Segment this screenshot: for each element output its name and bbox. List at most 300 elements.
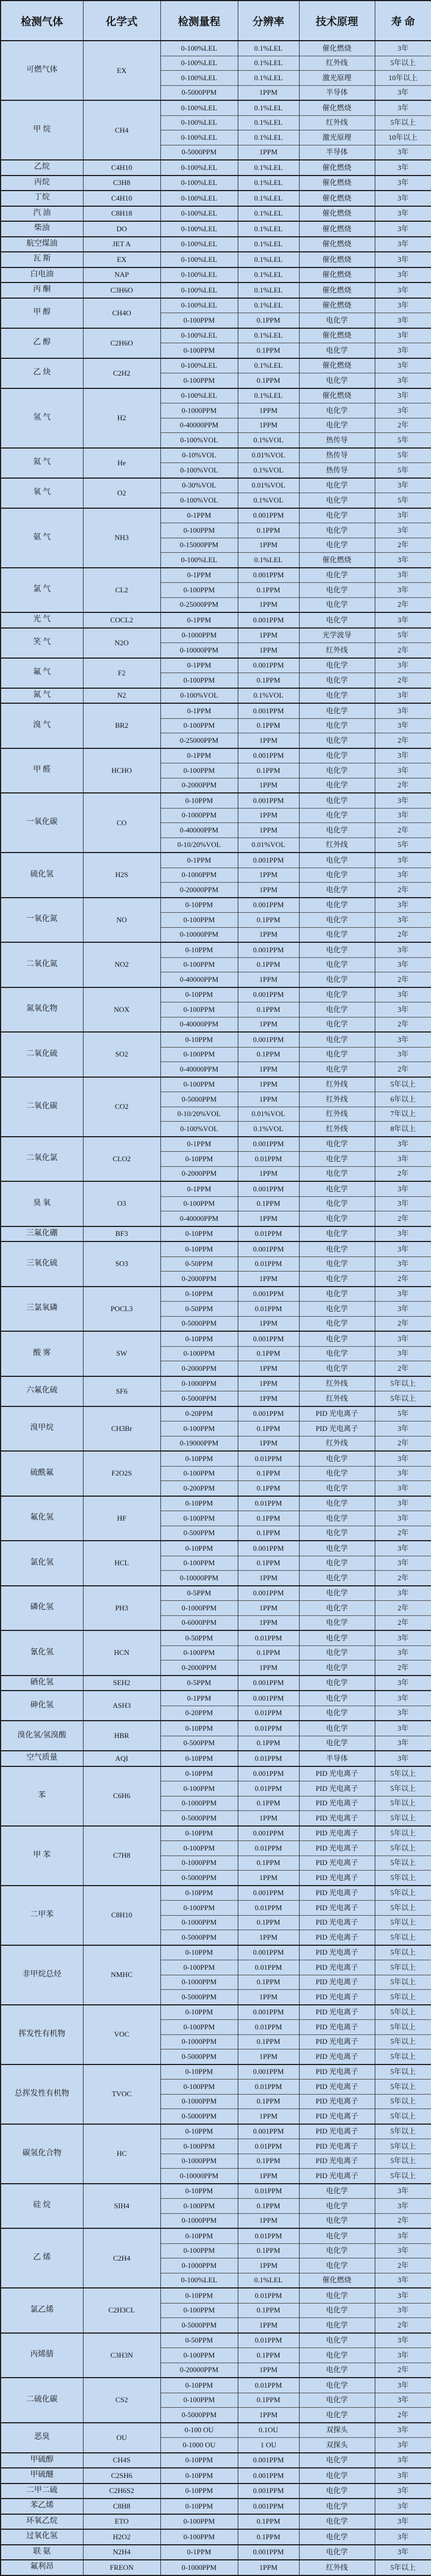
range-cell: 0-100%LEL [160, 283, 238, 298]
lifespan-cell: 2年 [375, 1361, 431, 1376]
resolution-cell: 0.1%VOL [238, 433, 299, 448]
gas-name-cell: 六氟化硫 [1, 1376, 83, 1406]
formula-cell: N2H4 [83, 2545, 160, 2560]
principle-cell: 电化学 [299, 2318, 375, 2333]
principle-cell: 红外线 [299, 1122, 375, 1137]
table-row [1, 1766, 431, 1781]
range-cell: 0-100%VOL [160, 463, 238, 478]
resolution-cell: 1PPM [238, 883, 299, 898]
range-cell: 0-100PPM [160, 2514, 238, 2530]
gas-name-cell: 一氧化碳 [1, 793, 83, 853]
lifespan-cell: 2年 [375, 1601, 431, 1616]
principle-cell: PID 光电离子 [299, 1406, 375, 1421]
lifespan-cell: 3年 [375, 1032, 431, 1047]
resolution-cell: 1PPM [238, 1615, 299, 1630]
lifespan-cell: 2年 [375, 1436, 431, 1451]
principle-cell: 双探头 [299, 2438, 375, 2453]
lifespan-cell: 5年以上 [375, 2154, 431, 2169]
principle-cell: 电化学 [299, 972, 375, 987]
principle-cell: 电化学 [299, 538, 375, 553]
lifespan-cell: 3年 [375, 283, 431, 298]
range-cell: 0-10PPM [160, 1226, 238, 1242]
table-row [1, 658, 431, 673]
resolution-cell: 0.1PPM [238, 1047, 299, 1062]
principle-cell: 电化学 [299, 2468, 375, 2484]
formula-cell: SF6 [83, 1376, 160, 1406]
gas-name-cell: 砷化氢 [1, 1691, 83, 1721]
lifespan-cell: 2年 [375, 927, 431, 942]
table-row [1, 328, 431, 343]
lifespan-cell: 3年 [375, 160, 431, 176]
range-cell: 0-10PPM [160, 1451, 238, 1466]
resolution-cell: 0.1%LEL [238, 2273, 299, 2288]
table-row [1, 2468, 431, 2484]
range-cell: 0-1000PPM [160, 1376, 238, 1391]
range-cell: 0-100%LEL [160, 298, 238, 313]
lifespan-cell: 5年以上 [375, 1856, 431, 1871]
resolution-cell: 0.001PPM [238, 1241, 299, 1257]
lifespan-cell: 2年 [375, 1272, 431, 1287]
table-row [1, 1032, 431, 1047]
table-row [1, 942, 431, 957]
lifespan-cell: 2年 [375, 823, 431, 838]
resolution-cell: 1PPM [238, 1166, 299, 1181]
lifespan-cell: 3年 [375, 2199, 431, 2214]
lifespan-cell: 3年 [375, 508, 431, 523]
formula-cell: C4H10 [83, 191, 160, 206]
table-row [1, 568, 431, 583]
lifespan-cell: 2年 [375, 883, 431, 898]
lifespan-cell: 5年以上 [375, 2080, 431, 2095]
resolution-cell: 1PPM [238, 2109, 299, 2124]
range-cell: 0-100%LEL [160, 553, 238, 568]
range-cell: 0-5000PPM [160, 1316, 238, 1331]
table-row [1, 1137, 431, 1152]
formula-cell: HC [83, 2124, 160, 2184]
table-row [1, 508, 431, 523]
range-cell: 0-100PPM [160, 957, 238, 972]
lifespan-cell: 3年 [375, 1466, 431, 1481]
range-cell: 0-1000PPM [160, 2094, 238, 2109]
range-cell: 0-6000PPM [160, 1615, 238, 1630]
principle-cell: 热传导 [299, 433, 375, 448]
resolution-cell: 0.001PPM [238, 2453, 299, 2468]
resolution-cell: 0.1PPM [238, 1915, 299, 1930]
principle-cell: PID 光电离子 [299, 1811, 375, 1826]
principle-cell: 电化学 [299, 913, 375, 928]
principle-cell: PID 光电离子 [299, 2094, 375, 2109]
principle-cell: 电化学 [299, 2393, 375, 2408]
resolution-cell: 1PPM [238, 823, 299, 838]
principle-cell: 电化学 [299, 313, 375, 328]
principle-cell: 半导体 [299, 85, 375, 100]
resolution-cell: 1PPM [238, 1077, 299, 1092]
range-cell: 0-40000PPM [160, 418, 238, 433]
principle-cell: 电化学 [299, 2363, 375, 2378]
range-cell: 0-2000PPM [160, 1660, 238, 1676]
lifespan-cell: 3年 [375, 2484, 431, 2499]
resolution-cell: 0.1PPM [238, 1856, 299, 1871]
table-row [1, 1226, 431, 1242]
range-cell: 0-5000PPM [160, 1391, 238, 1406]
gas-name-cell: 氨 气 [1, 508, 83, 568]
resolution-cell: 0.01PPM [238, 1302, 299, 1317]
lifespan-cell: 5年以上 [375, 1811, 431, 1826]
lifespan-cell: 5年以上 [375, 1871, 431, 1886]
range-cell: 0-100PPM [160, 763, 238, 778]
lifespan-cell: 8年以上 [375, 1122, 431, 1137]
principle-cell: PID 光电离子 [299, 2109, 375, 2124]
gas-name-cell: 光 气 [1, 612, 83, 628]
principle-cell: 电化学 [299, 1017, 375, 1032]
gas-name-cell: 氯乙烯 [1, 2288, 83, 2333]
lifespan-cell: 2年 [375, 418, 431, 433]
formula-cell: C2H3CL [83, 2288, 160, 2333]
principle-cell: 电化学 [299, 1571, 375, 1586]
lifespan-cell: 5年 [375, 628, 431, 643]
principle-cell: 电化学 [299, 868, 375, 883]
range-cell: 0-100PPM [160, 1047, 238, 1062]
formula-cell: HCN [83, 1630, 160, 1676]
resolution-cell: 0.001PPM [238, 1586, 299, 1601]
resolution-cell: 0.01PPM [238, 1496, 299, 1511]
range-cell: 0-1PPM [160, 1181, 238, 1196]
range-cell: 0-100%LEL [160, 115, 238, 130]
principle-cell: 催化燃烧 [299, 191, 375, 206]
resolution-cell: 0.1%LEL [238, 160, 299, 176]
table-row [1, 987, 431, 1002]
resolution-cell: 1PPM [238, 2363, 299, 2378]
formula-cell: HCL [83, 1541, 160, 1586]
range-cell: 0-10PPM [160, 1241, 238, 1257]
principle-cell: 电化学 [299, 778, 375, 793]
header-row [1, 1, 431, 41]
range-cell: 0-40000PPM [160, 1211, 238, 1226]
table-row [1, 2333, 431, 2348]
principle-cell: 电化学 [299, 1601, 375, 1616]
gas-name-cell: 苯 [1, 1766, 83, 1826]
formula-cell: C3H8 [83, 176, 160, 191]
lifespan-cell: 10年以上 [375, 71, 431, 86]
principle-cell: PID 光电离子 [299, 1901, 375, 1916]
gas-name-cell: 三氟化硼 [1, 1226, 83, 1242]
range-cell: 0-100PPM [160, 1960, 238, 1975]
lifespan-cell: 5年以上 [375, 1077, 431, 1092]
table-row [1, 2005, 431, 2020]
principle-cell: 电化学 [299, 1451, 375, 1466]
lifespan-cell: 5年以上 [375, 1376, 431, 1391]
principle-cell: 电化学 [299, 1645, 375, 1660]
formula-cell: N2O [83, 628, 160, 658]
table-row [1, 2184, 431, 2199]
table-row [1, 748, 431, 763]
formula-cell: POCL3 [83, 1287, 160, 1332]
range-cell: 0-500PPM [160, 1526, 238, 1541]
lifespan-cell: 3年 [375, 1541, 431, 1556]
lifespan-cell: 2年 [375, 2318, 431, 2333]
range-cell: 0-30%VOL [160, 478, 238, 493]
gas-name-cell: 丁烷 [1, 191, 83, 206]
principle-cell: 电化学 [299, 942, 375, 957]
range-cell: 0-100PPM [160, 1466, 238, 1481]
resolution-cell: 0.01PPM [238, 1841, 299, 1856]
table-row [1, 1751, 431, 1766]
principle-cell: 电化学 [299, 1615, 375, 1630]
resolution-cell: 1PPM [238, 1092, 299, 1107]
gas-name-cell: 汽 油 [1, 206, 83, 222]
range-cell: 0-10PPM [160, 1496, 238, 1511]
lifespan-cell: 5年以上 [375, 2139, 431, 2154]
lifespan-cell: 3年 [375, 1241, 431, 1257]
lifespan-cell: 3年 [375, 748, 431, 763]
table-row [1, 703, 431, 718]
resolution-cell: 0.1%LEL [238, 388, 299, 403]
gas-name-cell: 溴 气 [1, 703, 83, 748]
range-cell: 0-20000PPM [160, 2363, 238, 2378]
resolution-cell: 0.01PPM [238, 1781, 299, 1796]
range-cell: 0-40000PPM [160, 823, 238, 838]
gas-name-cell: 氦 气 [1, 448, 83, 478]
principle-cell: 催化燃烧 [299, 237, 375, 252]
resolution-cell: 0.01PPM [238, 2228, 299, 2243]
lifespan-cell: 3年 [375, 2468, 431, 2484]
resolution-cell: 0.001PPM [238, 2499, 299, 2514]
gas-name-cell: 二氧化碳 [1, 1077, 83, 1137]
formula-cell: BR2 [83, 703, 160, 748]
resolution-cell: 1PPM [238, 808, 299, 823]
lifespan-cell: 3年 [375, 1302, 431, 1317]
gas-name-cell: 硅 烷 [1, 2184, 83, 2229]
principle-cell: 电化学 [299, 1257, 375, 1272]
range-cell: 0-100PPM [160, 1781, 238, 1796]
formula-cell: He [83, 448, 160, 478]
resolution-cell: 1PPM [238, 1391, 299, 1406]
resolution-cell: 0.1%LEL [238, 283, 299, 298]
resolution-cell: 0.1PPM [238, 1556, 299, 1571]
range-cell: 0-40000PPM [160, 972, 238, 987]
lifespan-cell: 2年 [375, 1526, 431, 1541]
resolution-cell: 0.1PPM [238, 718, 299, 733]
table-row [1, 358, 431, 373]
resolution-cell: 0.1PPM [238, 1466, 299, 1481]
lifespan-cell: 3年 [375, 191, 431, 206]
formula-cell: H2 [83, 388, 160, 448]
principle-cell: 电化学 [299, 1196, 375, 1211]
gas-name-cell: 三氧化硫 [1, 1241, 83, 1287]
principle-cell: PID 光电离子 [299, 1990, 375, 2005]
principle-cell: 电化学 [299, 1272, 375, 1287]
principle-cell: PID 光电离子 [299, 1856, 375, 1871]
principle-cell: PID 光电离子 [299, 1886, 375, 1901]
resolution-cell: 0.001PPM [238, 612, 299, 628]
principle-cell: 电化学 [299, 1137, 375, 1152]
lifespan-cell: 3年 [375, 1421, 431, 1436]
principle-cell: 电化学 [299, 718, 375, 733]
range-cell: 0-5000PPM [160, 2408, 238, 2423]
lifespan-cell: 2年 [375, 778, 431, 793]
formula-cell: CL2 [83, 568, 160, 613]
principle-cell: 催化燃烧 [299, 2273, 375, 2288]
lifespan-cell: 5年以上 [375, 1990, 431, 2005]
principle-cell: 催化燃烧 [299, 176, 375, 191]
formula-cell: HCHO [83, 748, 160, 793]
principle-cell: 电化学 [299, 1152, 375, 1167]
formula-cell: C8H8 [83, 2499, 160, 2514]
formula-cell: F2O2S [83, 1451, 160, 1496]
table-row [1, 1630, 431, 1645]
header-cell-gas: 检测气体 [1, 1, 83, 41]
resolution-cell: 1PPM [238, 1660, 299, 1676]
range-cell: 0-100PPM [160, 2393, 238, 2408]
principle-cell: 电化学 [299, 508, 375, 523]
lifespan-cell: 3年 [375, 718, 431, 733]
resolution-cell: 0.1PPM [238, 2094, 299, 2109]
range-cell: 0-10%VOL [160, 448, 238, 463]
range-cell: 0-10/20%VOL [160, 1107, 238, 1122]
formula-cell: AQI [83, 1751, 160, 1766]
range-cell: 0-50PPM [160, 1257, 238, 1272]
lifespan-cell: 3年 [375, 1496, 431, 1511]
lifespan-cell: 3年 [375, 2453, 431, 2468]
lifespan-cell: 3年 [375, 2514, 431, 2530]
resolution-cell: 0.1PPM [238, 1736, 299, 1751]
gas-name-cell: 三氯氧磷 [1, 1287, 83, 1332]
lifespan-cell: 3年 [375, 2423, 431, 2438]
lifespan-cell: 3年 [375, 2393, 431, 2408]
range-cell: 0-40000PPM [160, 1017, 238, 1032]
gas-name-cell: 溴甲烷 [1, 1406, 83, 1452]
lifespan-cell: 3年 [375, 252, 431, 267]
table-row [1, 1241, 431, 1257]
principle-cell: PID 光电离子 [299, 2005, 375, 2020]
resolution-cell: 1PPM [238, 868, 299, 883]
lifespan-cell: 3年 [375, 1196, 431, 1211]
lifespan-cell: 5年以上 [375, 115, 431, 130]
principle-cell: 电化学 [299, 2408, 375, 2423]
formula-cell: CH3Br [83, 1406, 160, 1452]
gas-name-cell: 乙 炔 [1, 358, 83, 388]
table-row [1, 1287, 431, 1302]
resolution-cell: 0.01PPM [238, 1706, 299, 1721]
principle-cell: 电化学 [299, 1346, 375, 1361]
table-row [1, 2545, 431, 2560]
principle-cell: 双探头 [299, 2423, 375, 2438]
lifespan-cell: 3年 [375, 2499, 431, 2514]
lifespan-cell: 5年以上 [375, 1960, 431, 1975]
range-cell: 0-1PPM [160, 1691, 238, 1706]
resolution-cell: 1PPM [238, 1062, 299, 1077]
table-row [1, 688, 431, 704]
formula-cell: C6H6 [83, 1766, 160, 1826]
formula-cell: C7H8 [83, 1826, 160, 1886]
gas-name-cell: 二甲苯 [1, 1886, 83, 1945]
principle-cell: 电化学 [299, 763, 375, 778]
principle-cell: PID 光电离子 [299, 1841, 375, 1856]
principle-cell: 催化燃烧 [299, 160, 375, 176]
table-row [1, 1406, 431, 1421]
principle-cell: 电化学 [299, 1526, 375, 1541]
gas-name-cell: 氟利昂 [1, 2560, 83, 2575]
principle-cell: 电化学 [299, 673, 375, 688]
lifespan-cell: 5年以上 [375, 2169, 431, 2184]
resolution-cell: 1PPM [238, 1272, 299, 1287]
principle-cell: 半导体 [299, 145, 375, 160]
lifespan-cell: 3年 [375, 221, 431, 237]
resolution-cell: 0.001PPM [238, 1137, 299, 1152]
gas-name-cell: 氟 气 [1, 658, 83, 688]
range-cell: 0-10PPM [160, 1287, 238, 1302]
principle-cell: PID 光电离子 [299, 1915, 375, 1930]
lifespan-cell: 5年 [375, 463, 431, 478]
formula-cell: TVOC [83, 2064, 160, 2124]
range-cell: 0-1000 OU [160, 2438, 238, 2453]
principle-cell: 电化学 [299, 2453, 375, 2468]
lifespan-cell: 5年以上 [375, 1886, 431, 1901]
principle-cell: 光学波导 [299, 628, 375, 643]
principle-cell: 电化学 [299, 1316, 375, 1331]
principle-cell: 催化燃烧 [299, 252, 375, 267]
range-cell: 0-100PPM [160, 2020, 238, 2035]
table-row [1, 1451, 431, 1466]
gas-name-cell: 溴化氢/氢溴酸 [1, 1721, 83, 1751]
principle-cell: 电化学 [299, 1181, 375, 1196]
lifespan-cell: 3年 [375, 1451, 431, 1466]
principle-cell: 电化学 [299, 2499, 375, 2514]
resolution-cell: 0.001PPM [238, 853, 299, 868]
principle-cell: 电化学 [299, 478, 375, 493]
resolution-cell: 0.01%VOL [238, 478, 299, 493]
range-cell: 0-50PPM [160, 2333, 238, 2348]
resolution-cell: 0.1PPM [238, 2303, 299, 2318]
resolution-cell: 0.001PPM [238, 942, 299, 957]
range-cell: 0-1000PPM [160, 2034, 238, 2049]
resolution-cell: 0.001PPM [238, 2484, 299, 2499]
lifespan-cell: 5年以上 [375, 2005, 431, 2020]
table-row [1, 237, 431, 252]
range-cell: 0-100PPM [160, 1511, 238, 1526]
resolution-cell: 0.1%LEL [238, 358, 299, 373]
range-cell: 0-10PPM [160, 2484, 238, 2499]
range-cell: 0-1000PPM [160, 868, 238, 883]
principle-cell: PID 光电离子 [299, 2154, 375, 2169]
formula-cell: NOX [83, 987, 160, 1033]
resolution-cell: 0.1%LEL [238, 56, 299, 71]
lifespan-cell: 3年 [375, 1331, 431, 1346]
range-cell: 0-100PPM [160, 1077, 238, 1092]
resolution-cell: 1PPM [238, 1930, 299, 1945]
range-cell: 0-10PPM [160, 793, 238, 808]
principle-cell: PID 光电离子 [299, 1766, 375, 1781]
principle-cell: PID 光电离子 [299, 2034, 375, 2049]
range-cell: 0-100%LEL [160, 221, 238, 237]
range-cell: 0-2000PPM [160, 1272, 238, 1287]
principle-cell: 电化学 [299, 1226, 375, 1242]
range-cell: 0-10000PPM [160, 927, 238, 942]
principle-cell: 电化学 [299, 987, 375, 1002]
resolution-cell: 0.1PPM [238, 2348, 299, 2363]
principle-cell: 电化学 [299, 597, 375, 612]
formula-cell: PH3 [83, 1586, 160, 1631]
resolution-cell: 0.001PPM [238, 793, 299, 808]
principle-cell: 电化学 [299, 2243, 375, 2258]
lifespan-cell: 3年 [375, 85, 431, 100]
range-cell: 0-100PPM [160, 2080, 238, 2095]
formula-cell: NO [83, 898, 160, 943]
lifespan-cell: 3年 [375, 1736, 431, 1751]
range-cell: 0-100%LEL [160, 100, 238, 115]
table-row [1, 2453, 431, 2468]
lifespan-cell: 3年 [375, 957, 431, 972]
